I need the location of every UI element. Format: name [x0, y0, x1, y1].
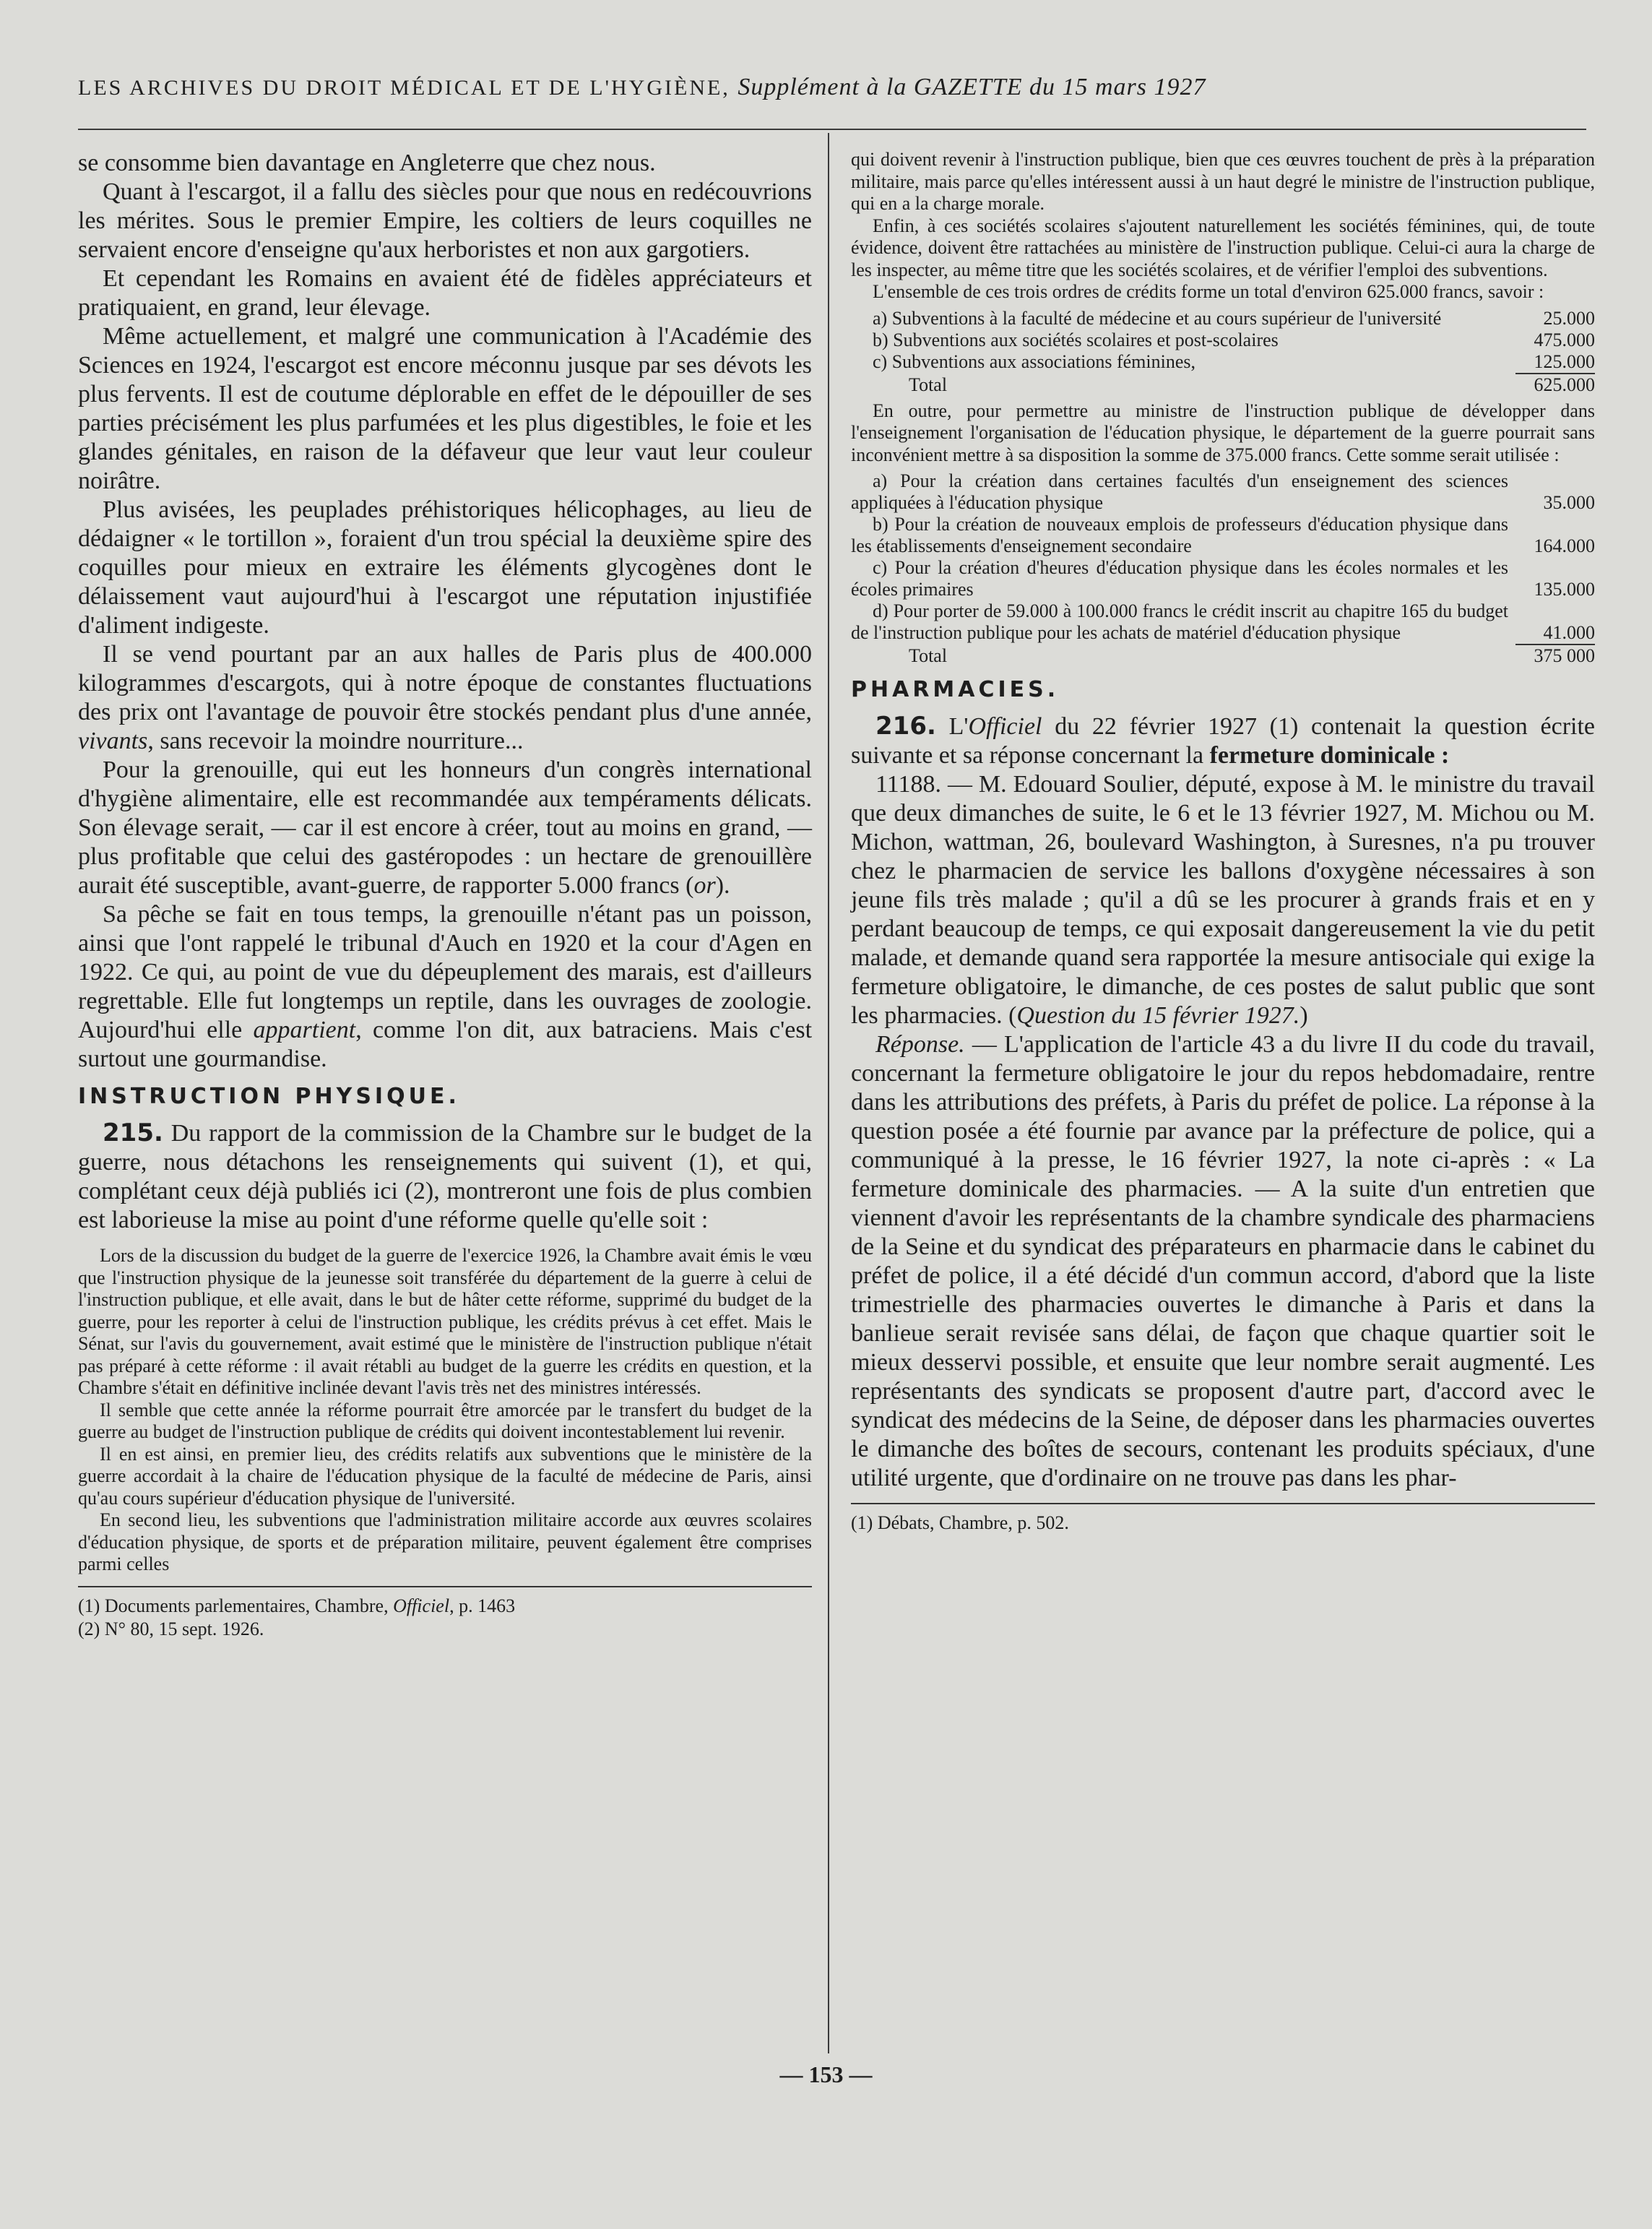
row-amount: 164.000 [1534, 535, 1595, 556]
section-paragraph [851, 712, 1595, 770]
italic-run: Réponse. [875, 1031, 965, 1058]
footnote: (2) N° 80, 15 sept. 1926. [78, 1618, 264, 1639]
text-run: , p. 1463 [449, 1595, 516, 1616]
left-body [78, 149, 812, 1235]
text-run: ). [715, 872, 730, 899]
right-body [851, 676, 1595, 1493]
table-row [851, 470, 1595, 514]
credits-table-2 [851, 470, 1595, 667]
row-label: c) Subventions aux associations féminines, [873, 350, 1195, 372]
paragraph: Même actuellement, et malgré une communication à l'Académie des Sciences en 1924, l'escargot est encore méconnu jusque par ses dévots les plus fervents. Il est de coutume déplorable en effet de le dépouiller de ses parties précisément les plus parfumées et les plus digestibles, le foie et les glandes génitales, en raison de la défaveur que leur vaut leur couleur noirâtre. [78, 323, 812, 494]
footnote [78, 1595, 812, 1618]
text-run: , comme l'on dit, aux batraciens. Mais c'est surtout une gourmandise. [78, 1017, 813, 1072]
section-number: 216. [875, 712, 936, 741]
italic-run: Officiel [968, 713, 1042, 740]
quote-paragraph: Enfin, à ces sociétés scolaires s'ajoutent naturellement les sociétés féminines, qui, de toute évidence, doivent être rattachées au ministère de l'instruction publique. Celui-ci aura la charge de les inspecter, au même titre que les sociétés scolaires, et de vérifier l'emploi des subventions. [851, 215, 1595, 280]
row-amount: 35.000 [1543, 492, 1595, 513]
quote-paragraph: Il semble que cette année la réforme pourrait être amorcée par le transfert du budget de la guerre au budget de l'instruction publique de crédits qui doivent incontestablement lui revenir. [78, 1399, 812, 1442]
text-run: Sa pêche se fait en tous temps, la grenouille n'étant pas un poisson, ainsi que l'ont rappelé le tribunal d'Auch en 1920 et la cour d'Agen en 1922. Ce qui, au point de vue du dépeuplement des marais, est d'ailleurs regrettable. Elle fut longtemps un reptile, dans les ouvrages de zoologie. Aujourd'hui elle [78, 901, 812, 1043]
quote-paragraph: qui doivent revenir à l'instruction publique, bien que ces œuvres touchent de près à la préparation militaire, mais parce qu'elles intéressent aussi à un haut degré le ministre de l'instruction publique, qui en a la charge morale. [851, 149, 1595, 214]
quote-paragraph: En second lieu, les subventions que l'administration militaire accorde aux œuvres scolaires d'éducation physique, de sports et de préparation militaire, peuvent également être comprises parmi celles [78, 1509, 812, 1574]
row-amount: 135.000 [1534, 579, 1595, 600]
total-row [851, 645, 1595, 667]
row-label: d) Pour porter de 59.000 à 100.000 francs le crédit inscrit au chapitre 165 du budget de l'instruction publique pour les achats de matériel d'éducation physique [851, 600, 1508, 643]
section-heading: INSTRUCTION PHYSIQUE. [78, 1084, 460, 1109]
quote-paragraph: L'ensemble de ces trois ordres de crédits forme un total d'environ 625.000 francs, savoir : [873, 281, 1544, 302]
text-run: du 22 février 1927 (1) contenait la question écrite suivante et sa réponse concernant la [851, 713, 1596, 769]
supplement-line: Supplément à la GAZETTE du 15 mars 1927 [738, 74, 1206, 100]
quote-paragraph: Lors de la discussion du budget de la guerre de l'exercice 1926, la Chambre avait émis le vœu que l'instruction physique de la jeunesse soit transférée du département de la guerre à celui de l'instruction publique, et elle avait, dans le but de hâter cette réforme, supprimé du budget de la guerre, pour les reporter à celui de l'instruction publique, les crédits prévus à cet effet. Mais le Sénat, sur l'avis du gouvernement, avait estimé que le ministère de l'instruction publique n'était pas préparé à cette réforme : il avait rétabli au budget de la guerre les crédits en question, et la Chambre s'était en définitive inclinée devant l'avis très net des ministres intéressés. [78, 1245, 812, 1398]
table-row [851, 514, 1595, 557]
quoted-report [78, 1245, 812, 1576]
paragraph [78, 900, 812, 1074]
total-row [851, 374, 1595, 396]
section-number: 215. [103, 1118, 163, 1147]
section-paragraph [78, 1118, 812, 1235]
row-label: a) Pour la création dans certaines facultés d'un enseignement des sciences appliquées à l'éducation physique [851, 470, 1508, 513]
paragraph [78, 756, 812, 900]
text-run: — L'application de l'article 43 a du livre II du code du travail, concernant la fermeture obligatoire le jour du repos hebdomadaire, rentre dans les attributions des préfets, à Paris du préfet de police. La réponse à la question posée a été fournie par avance par la préfecture de police, qui a communiqué à la presse, le 16 février 1927, la note ci-après : « La fermeture dominicale des pharmacies. — A la suite d'un entretien que viennent d'avoir les représentants de la chambre syndicale des pharmaciens de la Seine et du syndicat des préparateurs en pharmacie dans le cabinet du préfet de police, il a été décidé d'un commun accord, d'abord que la liste trimestrielle des pharmacies ouvertes le dimanche à Paris et dans la banlieue serait revisée sans délai, de façon que chaque quartier soit le mieux desservi possible, et ensuite que leur nombre serait augmenté. Les représentants des syndicats se proposent d'autre part, d'accord avec le syndicat des médecins de la Seine, de déposer dans les pharmacies ouvertes le dimanche des boîtes de secours, contenant les produits spéciaux, d'une utilité urgente, que d'ordinaire on ne trouve pas dans les phar- [851, 1031, 1595, 1491]
paragraph: se consomme bien davantage en Angleterre que chez nous. [78, 150, 656, 176]
journal-title: LES ARCHIVES DU DROIT MÉDICAL ET DE L'HYGIÈNE, [78, 76, 730, 100]
column-divider [828, 133, 829, 2053]
paragraph: Plus avisées, les peuplades préhistoriques hélicophages, au lieu de dédaigner « le tortillon », foraient d'un trou spécial la deuxième spire des coquilles pour mieux en extraire les éléments glycogènes dont le délaissement vaut aujourd'hui à l'escargot une réputation injustifiée d'aliment indigeste. [78, 496, 812, 639]
paragraph: Et cependant les Romains en avaient été de fidèles appréciateurs et pratiquaient, en grand, leur élevage. [78, 265, 812, 321]
text-run: (1) Documents parlementaires, Chambre, [78, 1595, 389, 1616]
right-column [851, 149, 1595, 1535]
row-label: b) Subventions aux sociétés scolaires et post-scolaires [873, 329, 1279, 350]
running-header [78, 75, 1580, 100]
credits-table-1 [851, 308, 1595, 396]
text-run: 11188. — M. Edouard Soulier, député, expose à M. le ministre du travail que deux dimanches de suite, le 6 et le 13 février 1927, M. Michou ou M. Michon, wattman, 26, boulevard Washington, à Suresnes, n'a pu trouver chez le pharmacien de service les ballons d'oxygène nécessaires à son jeune fils très malade ; qu'il a dû se les procurer à grands frais et en y perdant beaucoup de temps, ce qui exposait dangereusement la vie du petit malade, et demande quand sera rapportée la mesure antisociale qui exige la fermeture obligatoire, le dimanche, de ces postes de salut public que sont les pharmacies. ( [851, 771, 1595, 1029]
total-amount: 375 000 [1534, 645, 1595, 666]
row-amount: 125.000 [1534, 350, 1595, 372]
header-rule [78, 129, 1586, 130]
total-label: Total [909, 645, 948, 666]
footnote: (1) Débats, Chambre, p. 502. [851, 1512, 1069, 1533]
italic-run: Officiel [393, 1595, 450, 1616]
italic-run: or [693, 872, 716, 899]
paragraph [851, 770, 1595, 1030]
italic-run: vivants [78, 728, 148, 754]
italic-run: appartient [253, 1017, 356, 1043]
row-label: c) Pour la création d'heures d'éducation physique dans les écoles normales et les écoles primaires [851, 557, 1508, 600]
table-row [851, 308, 1595, 329]
text-run: Pour la grenouille, qui eut les honneurs d'un congrès international d'hygiène alimentaire, elle est recommandée aux tempéraments délicats. Son élevage serait, — car il est encore à créer, tout au moins en grand, — plus profitable que celui des gastéropodes : un hectare de grenouillère aurait été susceptible, avant-guerre, de rapporter 5.000 francs ( [78, 756, 812, 899]
text-run: , sans recevoir la moindre nourriture... [147, 728, 524, 754]
paragraph [851, 1030, 1595, 1493]
footnotes [851, 1503, 1595, 1535]
section-heading: PHARMACIES. [851, 677, 1060, 702]
paragraph [78, 640, 812, 756]
table-row [851, 557, 1595, 600]
page-number: — 153 — [779, 2061, 873, 2087]
row-label: a) Subventions à la faculté de médecine et au cours supérieur de l'université [873, 307, 1442, 329]
text-run: Il se vend pourtant par an aux halles de Paris plus de 400.000 kilogrammes d'escargots, qui à notre époque de constantes fluctuations des prix ont l'avantage de pouvoir être stockés pendant plus d'une année, [78, 641, 812, 725]
left-column [78, 149, 812, 1641]
table-row [851, 329, 1595, 351]
row-amount: 41.000 [1543, 622, 1595, 643]
italic-run: Question du 15 février 1927. [1016, 1002, 1300, 1029]
text-run: ) [1299, 1002, 1308, 1029]
quote-paragraph: Il en est ainsi, en premier lieu, des crédits relatifs aux subventions que le ministère de la guerre accordait à la chaire de l'éducation physique de la faculté de médecine de Paris, ainsi qu'au cours supérieur d'éducation physique de l'université. [78, 1443, 812, 1509]
text-run: Du rapport de la commission de la Chambre sur le budget de la guerre, nous détachons les renseignements qui suivent (1), et qui, complétant ceux déjà publiés ici (2), montreront une fois de plus combien est laborieuse la mise au point d'une réforme quelle qu'elle soit : [78, 1120, 813, 1233]
row-amount: 475.000 [1534, 329, 1595, 350]
text-run: L' [948, 713, 969, 740]
total-label: Total [909, 374, 948, 395]
row-label: b) Pour la création de nouveaux emplois de professeurs d'éducation physique dans les établissements d'enseignement secondaire [851, 514, 1508, 556]
bold-run: fermeture dominicale : [1209, 742, 1450, 769]
row-amount: 25.000 [1543, 307, 1595, 329]
quoted-report-continued [851, 400, 1595, 467]
footnotes [78, 1586, 812, 1641]
table-row [851, 351, 1595, 373]
quote-paragraph: En outre, pour permettre au ministre de l'instruction publique de développer dans l'enseignement l'organisation de l'éducation physique, le département de la guerre pourrait sans inconvénient mettre à sa disposition la somme de 375.000 francs. Cette somme serait utilisée : [851, 400, 1595, 465]
table-row [851, 600, 1595, 644]
total-amount: 625.000 [1534, 374, 1595, 395]
quoted-report-continued [851, 149, 1595, 303]
paragraph: Quant à l'escargot, il a fallu des siècles pour que nous en redécouvrions les mérites. Sous le premier Empire, les coltiers de leurs coquilles ne servaient encore d'enseigne qu'aux herboristes et non aux gargotiers. [78, 178, 812, 263]
